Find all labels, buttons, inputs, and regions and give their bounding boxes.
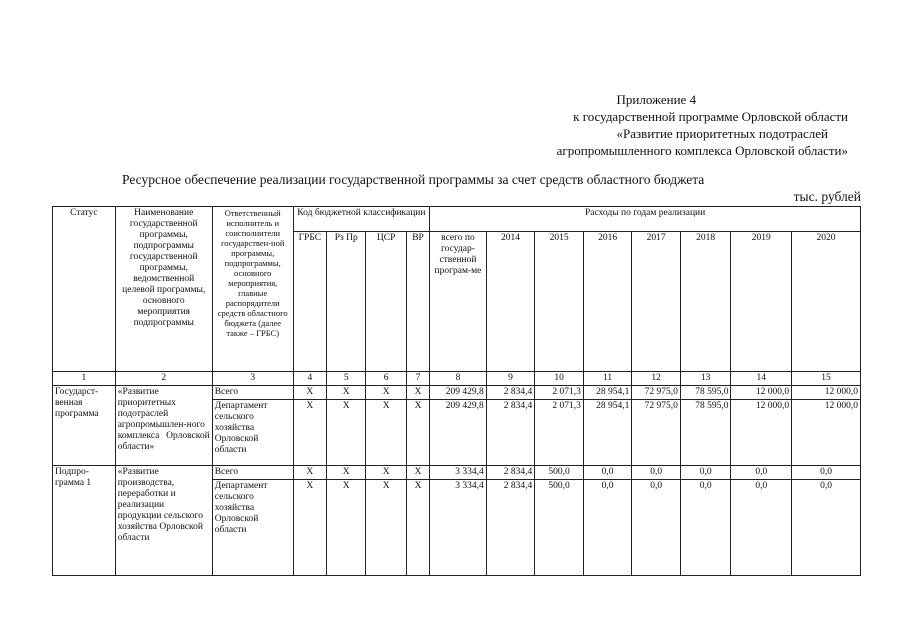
column-number: 1 <box>53 372 116 386</box>
value-cell: 12 000,0 <box>792 400 861 466</box>
value-cell: 0,0 <box>680 466 731 480</box>
header-code-col: ВР <box>406 232 429 372</box>
value-cell: 3 334,4 <box>430 466 487 480</box>
document-title: Ресурсное обеспечение реализации государственной программы за счет средств областного бюджета <box>122 172 705 187</box>
appendix-line: к государственной программе Орловской области <box>573 109 848 124</box>
header-executor: Ответственный исполнитель и соисполнители государствен-ной программы, подпрограммы, основного мероприятия, главные распорядители средств областного бюджета (далее также – ГРБС) <box>212 207 293 372</box>
column-number: 4 <box>293 372 326 386</box>
appendix-line: агропромышленного комплекса Орловской области» <box>556 143 848 158</box>
header-code-col: Рз Пр <box>327 232 366 372</box>
column-number: 11 <box>583 372 632 386</box>
column-number: 13 <box>680 372 731 386</box>
executor-cell: Департамент сельского хозяйства Орловской области <box>212 400 293 466</box>
value-cell: 28 954,1 <box>583 400 632 466</box>
value-cell: 12 000,0 <box>731 386 792 400</box>
code-cell: X <box>366 466 406 480</box>
executor-cell: Всего <box>212 386 293 400</box>
header-year: 2020 <box>792 232 861 372</box>
value-cell: 2 834,4 <box>486 480 535 576</box>
value-cell: 500,0 <box>535 466 584 480</box>
code-cell: X <box>406 400 429 466</box>
code-cell: X <box>293 400 326 466</box>
header-year: 2018 <box>680 232 731 372</box>
value-cell: 0,0 <box>632 480 681 576</box>
value-cell: 0,0 <box>583 466 632 480</box>
code-cell: X <box>366 480 406 576</box>
executor-cell: Департамент сельского хозяйства Орловской области <box>212 480 293 576</box>
program-name-cell: «Развитие производства, переработки и реализации продукции сельского хозяйства Орловской области <box>115 466 212 576</box>
appendix-header <box>557 91 848 159</box>
column-number-row <box>53 372 861 386</box>
header-year: 2015 <box>535 232 584 372</box>
code-cell: X <box>293 386 326 400</box>
resource-table <box>52 206 861 576</box>
value-cell: 0,0 <box>731 480 792 576</box>
header-year: 2017 <box>632 232 681 372</box>
column-number: 15 <box>792 372 861 386</box>
status-cell: Государст-венная программа <box>53 386 116 466</box>
code-cell: X <box>327 480 366 576</box>
value-cell: 72 975,0 <box>632 400 681 466</box>
value-cell: 78 595,0 <box>680 400 731 466</box>
code-cell: X <box>406 386 429 400</box>
value-cell: 0,0 <box>792 466 861 480</box>
code-cell: X <box>406 480 429 576</box>
table-row <box>53 466 861 480</box>
column-number: 3 <box>212 372 293 386</box>
value-cell: 12 000,0 <box>792 386 861 400</box>
column-number: 7 <box>406 372 429 386</box>
program-name-cell: «Развитие приоритетных подотраслей агропромышлен-ного комплекса Орловской области» <box>115 386 212 466</box>
status-cell: Подпро-грамма 1 <box>53 466 116 576</box>
header-year: 2014 <box>486 232 535 372</box>
table-row <box>53 386 861 400</box>
column-number: 5 <box>327 372 366 386</box>
code-cell: X <box>366 400 406 466</box>
column-number: 6 <box>366 372 406 386</box>
code-cell: X <box>366 386 406 400</box>
units-label: тыс. рублей <box>793 189 861 204</box>
value-cell: 2 071,3 <box>535 400 584 466</box>
value-cell: 0,0 <box>731 466 792 480</box>
header-status: Статус <box>53 207 116 372</box>
value-cell: 500,0 <box>535 480 584 576</box>
column-number: 12 <box>632 372 681 386</box>
value-cell: 0,0 <box>583 480 632 576</box>
value-cell: 28 954,1 <box>583 386 632 400</box>
code-cell: X <box>327 386 366 400</box>
appendix-line: Приложение 4 <box>616 92 697 107</box>
code-cell: X <box>293 466 326 480</box>
column-number: 10 <box>535 372 584 386</box>
value-cell: 209 429,8 <box>430 400 487 466</box>
value-cell: 3 334,4 <box>430 480 487 576</box>
header-expenses: Расходы по годам реализации <box>430 207 861 232</box>
column-number: 14 <box>731 372 792 386</box>
value-cell: 2 834,4 <box>486 466 535 480</box>
value-cell: 209 429,8 <box>430 386 487 400</box>
value-cell: 2 834,4 <box>486 386 535 400</box>
code-cell: X <box>327 466 366 480</box>
header-total: всего по государ-ственной програм-ме <box>430 232 487 372</box>
header-budget-code: Код бюджетной классификации <box>293 207 430 232</box>
value-cell: 0,0 <box>792 480 861 576</box>
header-code-col: ГРБС <box>293 232 326 372</box>
column-number: 2 <box>115 372 212 386</box>
value-cell: 72 975,0 <box>632 386 681 400</box>
header-year: 2016 <box>583 232 632 372</box>
header-year: 2019 <box>731 232 792 372</box>
value-cell: 78 595,0 <box>680 386 731 400</box>
code-cell: X <box>406 466 429 480</box>
executor-cell: Всего <box>212 466 293 480</box>
code-cell: X <box>327 400 366 466</box>
header-code-col: ЦСР <box>366 232 406 372</box>
value-cell: 0,0 <box>680 480 731 576</box>
value-cell: 0,0 <box>632 466 681 480</box>
value-cell: 2 834,4 <box>486 400 535 466</box>
header-name: Наименование государственной программы, подпрограммы государственной программы, ведомственной целевой программы, основного мероприятия подпрограммы <box>115 207 212 372</box>
header-row <box>53 207 861 232</box>
column-number: 9 <box>486 372 535 386</box>
code-cell: X <box>293 480 326 576</box>
column-number: 8 <box>430 372 487 386</box>
value-cell: 2 071,3 <box>535 386 584 400</box>
value-cell: 12 000,0 <box>731 400 792 466</box>
appendix-line: «Развитие приоритетных подотраслей <box>616 126 828 141</box>
